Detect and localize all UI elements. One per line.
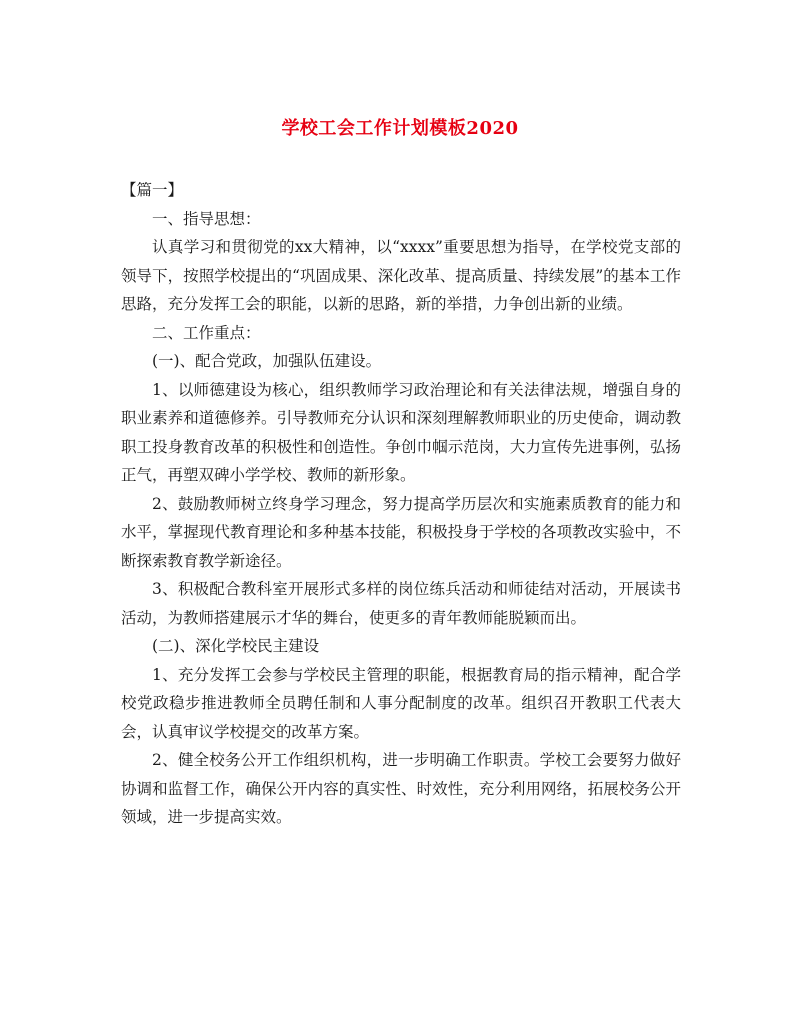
document-title: 学校工会工作计划模板2020 xyxy=(281,118,519,139)
paragraph-guiding-ideology: 认真学习和贯彻党的xx大精神，以“xxxx”重要思想为指导，在学校党支部的领导下，按照学校提出的“巩固成果、深化改革、提高质量、持续发展”的基本工作思路，充分发挥工会的职能，以新的思路，新的举措，力争创出新的业绩。 xyxy=(121,238,681,313)
paragraph-item-2: 2、鼓励教师树立终身学习理念，努力提高学历层次和实施素质教育的能力和水平，掌握现代教育理论和多种基本技能，积极投身于学校的各项教改实验中，不断探索教育教学新途径。 xyxy=(121,494,681,570)
paragraph-item-3: 3、积极配合教科室开展形式多样的岗位练兵活动和师徒结对活动，开展读书活动，为教师搭建展示才华的舞台，使更多的青年教师能脱颖而出。 xyxy=(121,580,681,627)
heading-work-focus: 二、工作重点： xyxy=(152,323,261,342)
subheading-democracy: (二)、深化学校民主建设 xyxy=(152,637,320,655)
paragraph-democracy-item-2: 2、健全校务公开工作组织机构，进一步明确工作职责。学校工会要努力做好协调和监督工作，确保公开内容的真实性、时效性，充分利用网络，拓展校务公开领域，进一步提高实效。 xyxy=(121,751,681,826)
paragraph-democracy-item-1: 1、充分发挥工会参与学校民主管理的职能，根据教育局的指示精神，配合学校党政稳步推进教师全员聘任制和人事分配制度的改革。组织召开教职工代表大会，认真审议学校提交的改革方案。 xyxy=(121,665,681,741)
section-heading-part-one: 【篇一】 xyxy=(121,181,184,199)
heading-guiding-ideology: 一、指导思想： xyxy=(152,209,261,228)
document-body xyxy=(121,176,681,832)
subheading-team-building: (一)、配合党政，加强队伍建设。 xyxy=(152,352,382,370)
paragraph-item-1: 1、以师德建设为核心，组织教师学习政治理论和有关法律法规，增强自身的职业素养和道德修养。引导教师充分认识和深刻理解教师职业的历史使命，调动教职工投身教育改革的积极性和创造性。争创巾帼示范岗，大力宣传先进事例，弘扬正气，再塑双碑小学学校、教师的新形象。 xyxy=(121,380,681,484)
